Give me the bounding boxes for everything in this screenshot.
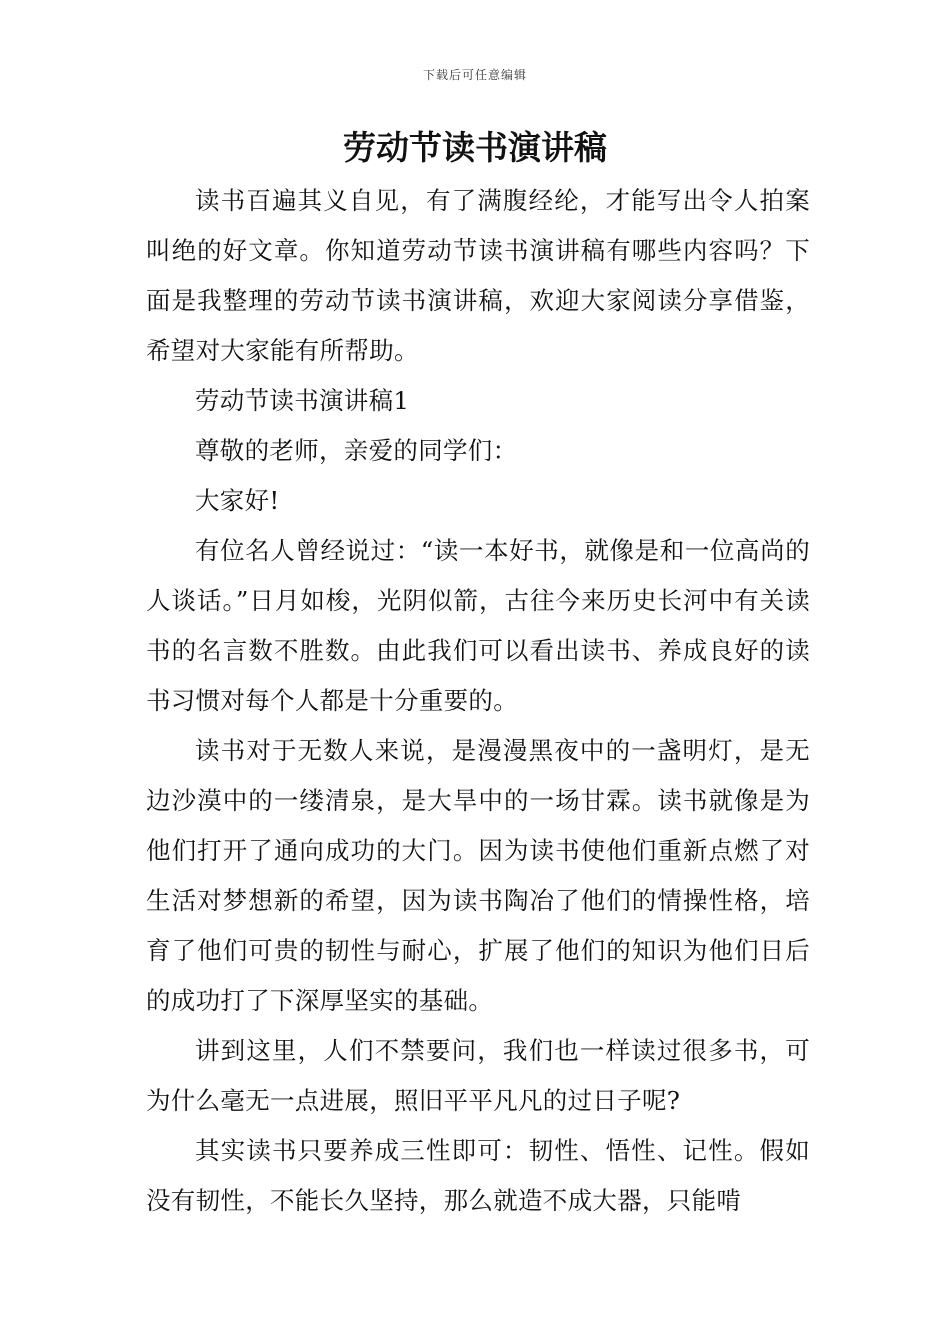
paragraph-quote: 有位名人曾经说过：“读一本好书，就像是和一位高尚的人谈话。”日月如梭，光阴似箭，古往今来历史长河中有关读书的名言数不胜数。由此我们可以看出读书、养成良好的读书习惯对每个人都是十分重要的。 bbox=[146, 536, 810, 715]
paragraph-question: 讲到这里，人们不禁要问，我们也一样读过很多书，可为什么毫无一点进展，照旧平平凡凡的过日子呢? bbox=[146, 1036, 810, 1115]
paragraph-intro: 读书百遍其义自见，有了满腹经纶，才能写出令人拍案叫绝的好文章。你知道劳动节读书演讲稿有哪些内容吗？下面是我整理的劳动节读书演讲稿，欢迎大家阅读分享借鉴，希望对大家能有所帮助。 bbox=[146, 186, 810, 365]
header-note: 下载后可任意编辑 bbox=[422, 68, 527, 82]
paragraph-reading-meaning: 读书对于无数人来说，是漫漫黑夜中的一盏明灯，是无边沙漠中的一缕清泉，是大旱中的一场甘霖。读书就像是为他们打开了通向成功的大门。因为读书使他们重新点燃了对生活对梦想新的希望，因为读书陶冶了他们的情操性格，培育了他们可贵的韧性与耐心，扩展了他们的知识为他们日后的成功打了下深厚坚实的基础。 bbox=[146, 736, 810, 1015]
paragraph-section-heading: 劳动节读书演讲稿1 bbox=[195, 386, 410, 415]
paragraph-three-traits: 其实读书只要养成三性即可：韧性、悟性、记性。假如没有韧性，不能长久坚持，那么就造不成大器，只能啃 bbox=[146, 1136, 810, 1215]
paragraph-salutation: 尊敬的老师，亲爱的同学们： bbox=[195, 436, 518, 465]
document-body bbox=[146, 176, 810, 1226]
document-title: 劳动节读书演讲稿 bbox=[343, 128, 607, 167]
paragraph-greeting: 大家好! bbox=[195, 486, 280, 515]
